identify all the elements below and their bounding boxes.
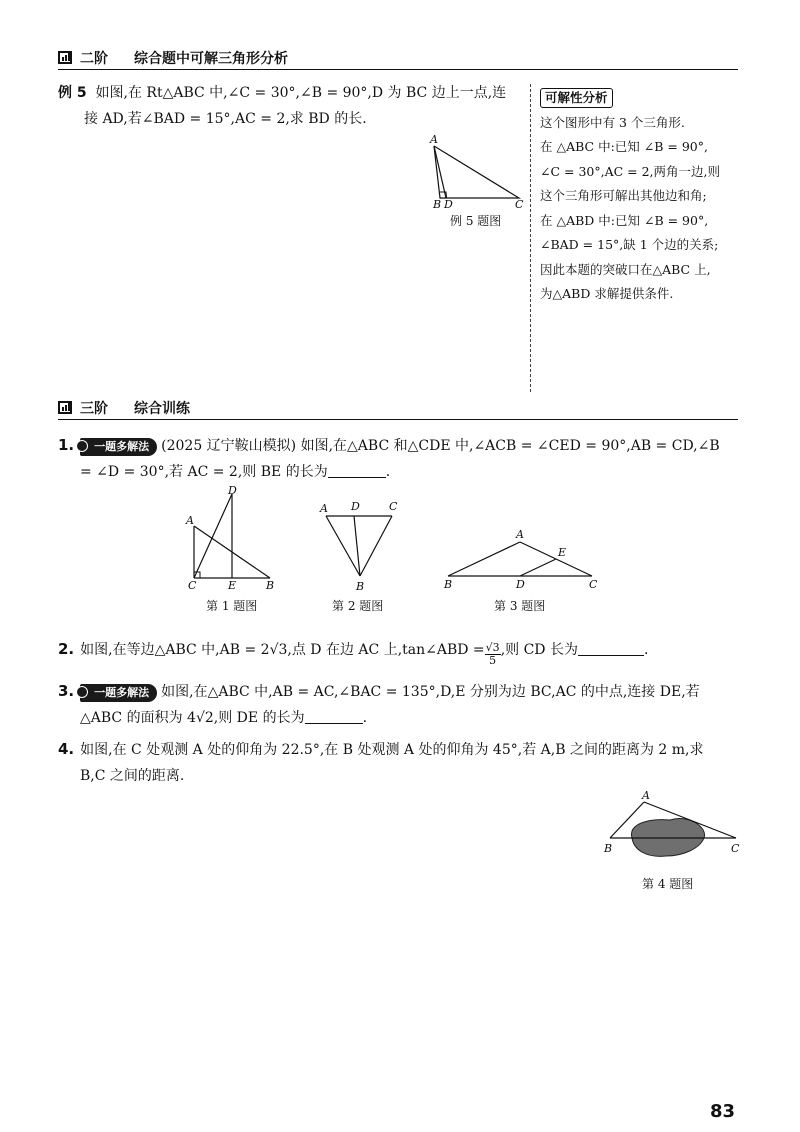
analysis-box — [540, 86, 740, 307]
svg-text:A: A — [320, 502, 328, 515]
svg-text:C: C — [389, 500, 398, 513]
answer-blank[interactable] — [578, 641, 644, 656]
section-header-2 — [58, 48, 738, 70]
question-line-1: 如图,在 C 处观测 A 处的仰角为 22.5°,在 B 处观测 A 处的仰角为 45°,若 A,B 之间的距离为 2 m,求 — [80, 742, 704, 758]
example-line-2: 接 AD,若∠BAD = 15°,AC = 2,求 BD 的长. — [84, 111, 367, 127]
section-label: 三阶 — [80, 401, 108, 417]
svg-text:B: B — [356, 580, 365, 593]
question-number: 2. — [58, 640, 75, 658]
svg-text:A: A — [516, 528, 524, 541]
svg-text:C: C — [515, 198, 524, 211]
svg-text:B: B — [433, 198, 442, 211]
section-title: 综合题中可解三角形分析 — [134, 51, 288, 67]
svg-text:B: B — [444, 578, 453, 591]
example-label: 例 5 — [58, 85, 87, 101]
section-title: 综合训练 — [134, 401, 190, 417]
analysis-title: 可解性分析 — [540, 88, 613, 108]
svg-text:D: D — [351, 500, 360, 513]
analysis-line: ∠BAD = 15°,缺 1 个边的关系; — [540, 237, 719, 252]
question-text: ,则 CD 长为 — [500, 642, 578, 658]
svg-text:A: A — [186, 514, 194, 527]
question-2: 2. 如图,在等边△ABC 中,AB = 2√3,点 D 在边 AC 上,tan∠ABD = $\frac{√3}{5}$ ,则 CD 长为 . — [58, 640, 649, 667]
multi-solution-badge: 一题多解法 — [80, 684, 157, 702]
answer-blank[interactable] — [305, 709, 363, 724]
svg-text:A: A — [430, 133, 438, 146]
question-4 — [58, 736, 748, 789]
question-line-1: 如图,在△ABC 中,AB = AC,∠BAC = 135°,D,E 分别为边 BC,AC 的中点,连接 DE,若 — [161, 684, 700, 700]
svg-text:C: C — [188, 579, 197, 592]
analysis-line: 在 △ABC 中:已知 ∠B = 90°, — [540, 139, 708, 154]
figure-caption-4: 第 4 题图 — [642, 877, 694, 891]
question-line-2: = ∠D = 30°,若 AC = 2,则 BE 的长为 — [80, 464, 328, 480]
question-line-1: (2025 辽宁鞍山模拟) 如图,在△ABC 和△CDE 中,∠ACB = ∠CED = 90°,AB = CD,∠B — [161, 438, 720, 454]
question-1: 1. 一题多解法 (2025 辽宁鞍山模拟) 如图,在△ABC 和△CDE 中,∠ACB = ∠CED = 90°,AB = CD,∠B = ∠D = 30°,若 AC = 2,则 BE 的长为 . — [58, 436, 720, 480]
svg-text:A: A — [642, 789, 650, 802]
question-line-2: △ABC 的面积为 4√2,则 DE 的长为 — [80, 710, 305, 726]
example-line-1: 如图,在 Rt△ABC 中,∠C = 30°,∠B = 90°,D 为 BC 边上一点,连 — [95, 85, 507, 101]
figure-q4 — [600, 786, 745, 866]
answer-blank[interactable] — [328, 463, 386, 478]
bar-chart-icon — [58, 51, 72, 64]
figure-q3 — [440, 526, 610, 596]
analysis-line: 为△ABD 求解提供条件. — [540, 286, 674, 301]
section-header-3 — [58, 398, 738, 420]
multi-solution-badge: 一题多解法 — [80, 438, 157, 456]
section-label: 二阶 — [80, 51, 108, 67]
question-line-2: B,C 之间的距离. — [80, 768, 185, 784]
analysis-line: 在 △ABD 中:已知 ∠B = 90°, — [540, 212, 709, 228]
svg-text:B: B — [266, 579, 275, 592]
svg-text:D: D — [228, 484, 237, 497]
figure-q1 — [180, 484, 280, 594]
figure-caption-1: 第 1 题图 — [206, 599, 258, 613]
bar-chart-icon — [58, 401, 72, 414]
svg-text:C: C — [589, 578, 598, 591]
svg-text:D: D — [444, 198, 453, 211]
fraction: $\frac{√3}{5}$ — [485, 641, 500, 667]
figure-q2 — [316, 496, 406, 596]
figure-caption-3: 第 3 题图 — [494, 599, 546, 613]
analysis-line: ∠C = 30°,AC = 2,两角一边,则 — [540, 163, 720, 179]
analysis-line: 这个三角形可解出其他边和角; — [540, 188, 707, 203]
svg-text:D: D — [516, 578, 525, 591]
question-number: 3. — [58, 682, 75, 700]
svg-text:C: C — [731, 842, 740, 855]
example-5-figure — [420, 132, 530, 212]
analysis-line: 这个图形中有 3 个三角形. — [540, 114, 685, 130]
svg-text:E: E — [558, 546, 567, 559]
question-text: 如图,在等边△ABC 中,AB = 2√3,点 D 在边 AC 上,tan∠ABD = — [80, 642, 485, 658]
svg-text:B: B — [604, 842, 613, 855]
example-5-caption: 例 5 题图 — [450, 214, 502, 228]
figure-caption-2: 第 2 题图 — [332, 599, 384, 613]
divider-line — [530, 84, 531, 392]
svg-text:E: E — [228, 579, 237, 592]
example-5-text — [58, 80, 528, 132]
question-3: 3. 一题多解法 如图,在△ABC 中,AB = AC,∠BAC = 135°,D,E 分别为边 BC,AC 的中点,连接 DE,若 △ABC 的面积为 4√2,则 DE 的长为 . — [58, 682, 700, 726]
question-number: 4. — [58, 740, 75, 758]
page-number: 83 — [710, 1101, 736, 1122]
analysis-line: 因此本题的突破口在△ABC 上, — [540, 261, 711, 277]
question-number: 1. — [58, 436, 75, 454]
